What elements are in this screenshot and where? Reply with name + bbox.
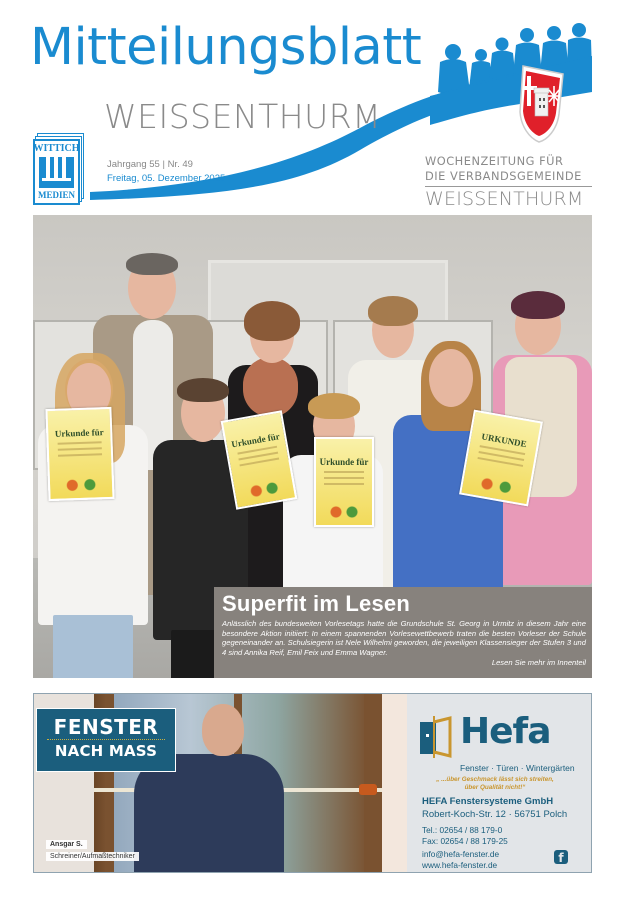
certificate	[45, 407, 114, 501]
company-address: Robert-Koch-Str. 12 · 56751 Polch	[422, 809, 568, 820]
certificate-title: Urkunde für	[319, 457, 369, 467]
facebook-icon[interactable]: f	[554, 850, 568, 864]
measuring-tape-case	[359, 784, 377, 795]
masthead	[0, 0, 625, 210]
issue-number: Jahrgang 55 | Nr. 49	[107, 159, 193, 170]
hefa-products: Fenster · Türen · Wintergärten	[460, 763, 575, 773]
certificate-title: URKUNDE	[480, 431, 528, 450]
person-role-tag: Schreiner/Aufmaßtechniker	[46, 852, 139, 861]
hefa-logo	[420, 708, 580, 780]
wittich-medien-logo	[33, 133, 85, 205]
hefa-advertisement[interactable]	[33, 693, 592, 873]
company-email-link[interactable]: info@hefa-fenster.de	[422, 849, 500, 859]
ad-headline-line-2: NACH MASS	[54, 742, 158, 760]
ad-contact-panel	[382, 694, 592, 873]
company-fax: Fax: 02654 / 88 179-25	[422, 836, 508, 846]
worker-head	[202, 704, 244, 756]
wittich-w-logo-icon	[39, 157, 74, 188]
hefa-wordmark: Hefa	[460, 711, 551, 752]
issue-date: Freitag, 05. Dezember 2025	[107, 173, 226, 184]
cover-story-caption	[214, 587, 592, 678]
ad-headline-line-1: FENSTER	[53, 715, 159, 739]
masthead-title: Mitteilungsblatt	[30, 18, 422, 77]
certificate	[459, 410, 543, 507]
tagline-line-1: WOCHENZEITUNG FÜR	[425, 154, 564, 168]
slogan-line-2: über Qualität nicht!“	[464, 784, 526, 791]
ad-headline-box	[36, 708, 176, 772]
slogan-line-1: „ ...über Geschmack lässt sich streiten,	[436, 776, 554, 783]
medien-label: MEDIEN	[37, 190, 75, 200]
tagline	[425, 154, 592, 210]
tagline-line-3: WEISSENTHURM	[425, 188, 584, 210]
person-name-tag: Ansgar S.	[46, 840, 87, 849]
wittich-label: WITTICH	[33, 143, 80, 154]
company-name: HEFA Fenstersysteme GmbH	[422, 796, 554, 807]
certificate-title: Urkunde für	[230, 431, 281, 450]
hefa-slogan	[430, 776, 560, 792]
cover-story-body: Anlässlich des bundesweiten Vorlesetags hatte die Grundschule St. Georg in Urmitz in diesem Jahr eine besondere Aktion initiiert: In einem spannenden Vorlesewettbewerb traten die besten Vorleser der Schule gegeneinander an. Schulsiegerin ist Nele Wilhelmi geworden, die jeweiligen Klassensieger der Stufen 3 und 4 sind Annika Reif, Emil Feix und Emma Wagner.	[222, 619, 586, 658]
weissenthurm-coat-of-arms-icon	[520, 66, 563, 142]
company-phone[interactable]: Tel.: 02654 / 88 179-0	[422, 825, 503, 835]
certificate-title: Urkunde für	[54, 427, 104, 439]
cover-story-headline: Superfit im Lesen	[222, 591, 410, 616]
hefa-window-door-icon	[420, 716, 454, 758]
masthead-subtitle: WEISSENTHURM	[104, 97, 382, 136]
read-more-link[interactable]: Lesen Sie mehr im Innenteil	[491, 657, 586, 667]
certificate	[314, 437, 374, 527]
company-website-link[interactable]: www.hefa-fenster.de	[422, 860, 498, 870]
tagline-divider	[425, 186, 592, 187]
tagline-line-2: DIE VERBANDSGEMEINDE	[425, 169, 582, 183]
